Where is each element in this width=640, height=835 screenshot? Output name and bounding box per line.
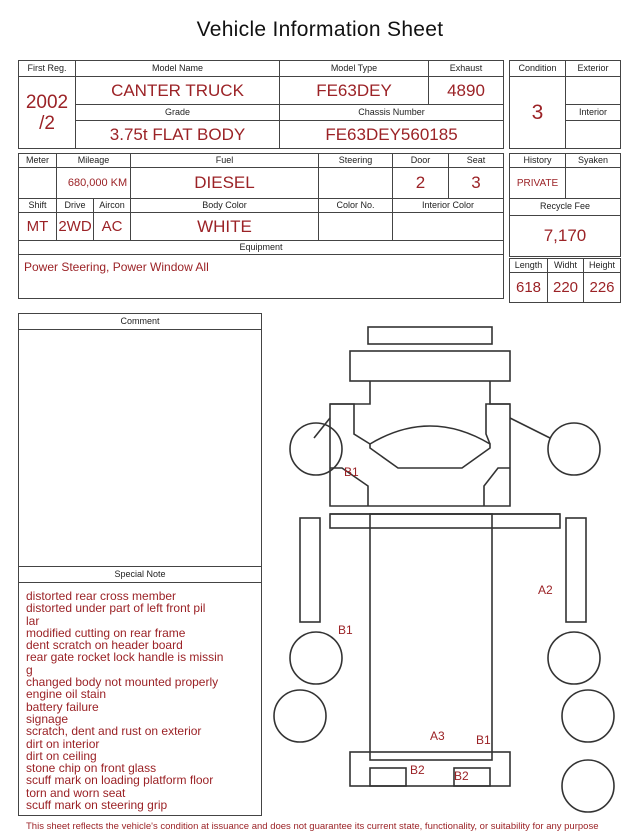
right-mirror-arm (510, 418, 550, 438)
special-note-item: dirt on ceiling (26, 748, 97, 763)
first-reg-year: 2002 (25, 91, 69, 113)
rear-left-light (370, 768, 406, 786)
truck-damage-diagram (262, 318, 632, 818)
equipment-text: Power Steering, Power Window All (24, 260, 209, 274)
mark-b2-left: B2 (410, 763, 425, 777)
body-color-label: Body Color (131, 199, 319, 213)
windshield (370, 426, 490, 468)
special-note-item: torn and worn seat (26, 785, 126, 800)
model-type-value: FE63DEY (280, 77, 429, 105)
width-value: 220 (548, 273, 584, 303)
special-note-item: signage (26, 711, 69, 726)
left-side-gate (300, 518, 320, 622)
left-pillar (330, 404, 370, 444)
special-note-item: scratch, dent and rust on exterior (26, 724, 202, 739)
special-note-item: distorted rear cross member (26, 589, 177, 603)
front-right-wheel (548, 423, 600, 475)
comment-label: Comment (19, 314, 261, 330)
right-pillar (486, 404, 510, 444)
steering-label: Steering (319, 154, 393, 168)
special-note-box (18, 566, 262, 816)
exhaust-label: Exhaust (429, 61, 504, 77)
chassis-number-label: Chassis Number (280, 105, 504, 121)
exterior-label: Exterior (566, 61, 621, 77)
first-reg-label: First Reg. (19, 61, 76, 77)
right-side-gate (566, 518, 586, 622)
seat-label: Seat (449, 154, 504, 168)
mileage-label: Mileage (57, 154, 131, 168)
special-note-item: changed body not mounted properly (26, 675, 219, 690)
condition-table (509, 60, 621, 149)
dimensions-table (509, 258, 621, 303)
rear-left-wheel-inner (290, 632, 342, 684)
rear-left-wheel-outer (274, 690, 326, 742)
bed-header (330, 514, 560, 528)
special-note-item: modified cutting on rear frame (26, 625, 186, 640)
recycle-fee-value: 7,170 (510, 215, 621, 256)
interior-color-value (393, 213, 504, 241)
history-value: PRIVATE (510, 168, 566, 199)
mark-b2-right: B2 (454, 769, 469, 783)
meter-value (19, 168, 57, 199)
first-reg-month: /2 (39, 112, 55, 134)
special-note-item: distorted under part of left front pil (26, 601, 206, 616)
special-note-item: stone chip on front glass (26, 761, 157, 776)
chassis-number-value: FE63DEY560185 (280, 121, 504, 149)
door-label: Door (393, 154, 449, 168)
special-note-item: rear gate rocket lock handle is missin (26, 650, 224, 665)
model-info-table (18, 60, 504, 149)
front-left-wheel (290, 423, 342, 475)
comment-box (18, 313, 262, 567)
cab-body (330, 381, 510, 506)
fuel-value: DIESEL (131, 168, 319, 199)
length-value: 618 (510, 273, 548, 303)
mark-b1-front: B1 (344, 465, 359, 479)
height-value: 226 (584, 273, 621, 303)
spare-wheel (562, 760, 614, 812)
mileage-value: 680,000 KM (57, 168, 131, 199)
mark-a3: A3 (430, 729, 445, 743)
drive-label: Drive (57, 199, 94, 213)
special-note-item: g (26, 662, 33, 677)
model-name-label: Model Name (76, 61, 280, 77)
page-title: Vehicle Information Sheet (196, 18, 444, 41)
interior-color-label: Interior Color (393, 199, 504, 213)
front-bumper (350, 351, 510, 381)
color-no-label: Color No. (319, 199, 393, 213)
special-note-item: dent scratch on header board (26, 638, 183, 653)
first-reg-value (19, 77, 76, 149)
rear-bumper (350, 752, 510, 786)
color-no-value (319, 213, 393, 241)
interior-value (566, 121, 621, 149)
mark-a2: A2 (538, 583, 553, 597)
equipment-label: Equipment (19, 241, 504, 255)
drive-value: 2WD (57, 213, 94, 241)
model-type-label: Model Type (280, 61, 429, 77)
syaken-value (566, 168, 621, 199)
special-note-item: engine oil stain (26, 687, 107, 702)
grade-value: 3.75t FLAT BODY (76, 121, 280, 149)
door-value: 2 (393, 168, 449, 199)
right-door (484, 468, 510, 506)
steering-value (319, 168, 393, 199)
history-table (509, 153, 621, 199)
length-label: Length (510, 259, 548, 273)
special-note-item: dirt on interior (26, 736, 100, 751)
aircon-label: Aircon (94, 199, 131, 213)
rear-right-wheel-inner (548, 632, 600, 684)
mark-b1-left: B1 (338, 623, 353, 637)
shift-value: MT (19, 213, 57, 241)
history-label: History (510, 154, 566, 168)
special-note-label: Special Note (19, 567, 261, 583)
fuel-label: Fuel (131, 154, 319, 168)
meter-label: Meter (19, 154, 57, 168)
spec-table (18, 153, 504, 299)
recycle-fee-label: Recycle Fee (510, 198, 621, 215)
body-color-value: WHITE (131, 213, 319, 241)
condition-value: 3 (510, 77, 566, 149)
syaken-label: Syaken (566, 154, 621, 168)
interior-label: Interior (566, 105, 621, 121)
height-label: Height (584, 259, 621, 273)
disclaimer-footer: This sheet reflects the vehicle's condition at issuance and does not guarantee its current state, functionality, or suitability for any purpose (26, 821, 599, 832)
bed-floor (370, 514, 492, 760)
special-note-list (19, 583, 261, 811)
exhaust-value: 4890 (429, 77, 504, 105)
seat-value: 3 (449, 168, 504, 199)
special-note-item: battery failure (26, 699, 99, 714)
left-mirror-arm (314, 418, 330, 438)
mark-b1-rear: B1 (476, 733, 491, 747)
shift-label: Shift (19, 199, 57, 213)
exterior-value (566, 77, 621, 105)
rear-right-wheel-outer (562, 690, 614, 742)
roof-bar (368, 327, 492, 344)
width-label: Widht (548, 259, 584, 273)
recycle-fee-table (509, 198, 621, 257)
special-note-item: lar (26, 613, 40, 628)
special-note-item: scuff mark on steering grip (26, 798, 168, 813)
special-note-item: scuff mark on loading platform floor (26, 773, 214, 788)
model-name-value: CANTER TRUCK (76, 77, 280, 105)
grade-label: Grade (76, 105, 280, 121)
aircon-value: AC (94, 213, 131, 241)
equipment-value (19, 255, 504, 299)
condition-label: Condition (510, 61, 566, 77)
